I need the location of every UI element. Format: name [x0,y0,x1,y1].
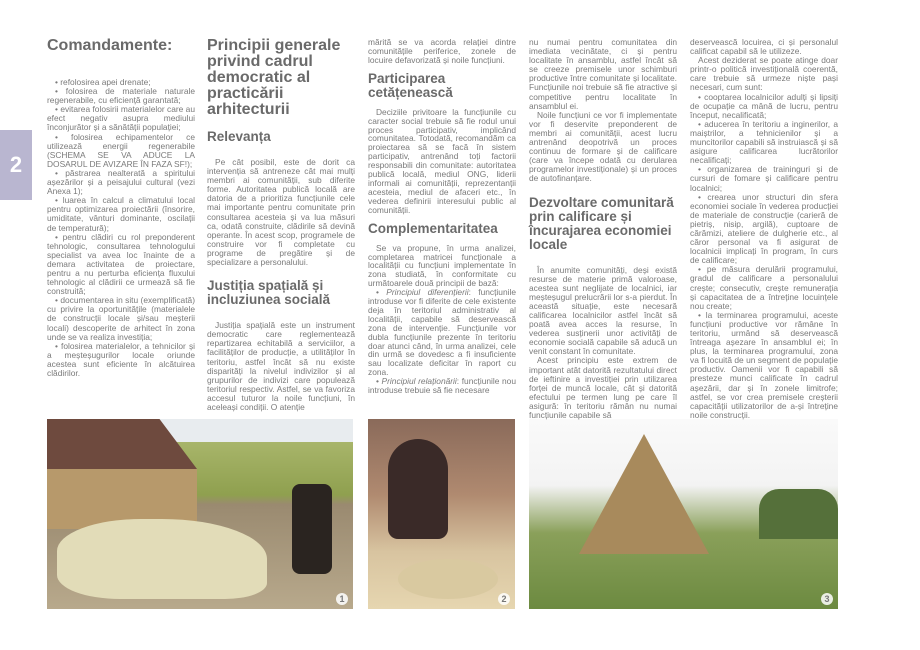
paragraph: Acest principiu este extrem de important atât datorită rezultatului direct de ieftinire a investiției prin utilizarea forței de muncă locale, cât și datorită efectului pe termen lung pe care îl asigură: în teritoriu rămân nu numai funcțiunile capabile să [529,355,677,420]
paragraph: deservească locuirea, ci și personalul calificat capabil să le utilizeze. [690,37,838,57]
list-item: • cooptarea localnicilor adulți și lipsiți de ocupație ca mână de lucru, pentru început, necalificată; [690,93,838,120]
page-number-tab [0,130,32,200]
paragraph: Pe cât posibil, este de dorit ca intervenția să antreneze cât mai mulți membri ai comunității, sub diferite forme. Autoritatea publică locală are datoria de a prioritiza funcțiunile cele mai importante pentru comunitate prin consultarea acesteia și va lua măsuri ca, odată construite, clădirile să devină operante. În acest scop, programele de construire vor fi completate cu programe de pregătire și de specializare a personalului. [207,157,355,268]
list-item-label: Principiul relaționării [381,376,457,387]
barn-roof [47,419,197,469]
list-item: • evitarea folosirii materialelor care au efect negativ asupra mediului înconjurător și a sănătății populației; [47,105,195,132]
list-item-text: : funcțiunile introduse vor fi diferite de cele existente deja în teritoriul administrativ al localității, capabile să deservească zona de intervenție. Funcțiunile vor dubla funcțiunile prezente în teritoriu doar atunci când, în urma analizei, cele din urmă se dovedesc a fi insuficiente sau localizate deficitar în raport cu zona. [368,287,516,378]
photo-badge: 1 [336,593,348,605]
list-item: • refolosirea apei drenate; [47,78,195,87]
paragraph: În anumite comunități, deși există resurse de materie primă valoroase, acestea sunt neglijate de localnici, iar meșteșugul prelucrării lor s-a pierdut. În această situație, este necesară calificarea localnicilor astfel încât să poată avea acces la resurse, în vederea susținerii unor activități de economie socială capabile să aducă un venit constant în comunitate. [529,264,677,357]
list-item: • folosirea echipamentelor ce utilizează energii regenerabile (SCHEMA SE VA ADUCE LA DOSARUL DE AVIZARE ÎN FAZA SF!); [47,133,195,169]
column-5 [690,38,838,420]
list-item-label: Principiul diferențierii [386,287,469,298]
heading-dezvoltare: Dezvoltare comunitară prin calificare și încurajarea economiei locale [529,194,674,252]
sand [398,559,498,599]
list-item: • folosirea de materiale naturale regenerabile, cu eficiență garantată; [47,87,195,105]
photo-badge: 2 [498,593,510,605]
list-item: • folosirea materialelor, a tehnicilor și a meșteșugurilor locale oriunde acestea sunt eficiente în alcătuirea clădirilor. [47,342,195,378]
list-item: • luarea în calcul a climatului local pentru optimizarea proiectării (însorire, umiditate, vânturi dominante, oscilații de temperatură); [47,196,195,232]
photo-children-sieving [368,419,515,609]
heading-comandamente: Comandamente: [47,37,173,54]
list-item [368,288,516,377]
heading-principii: Principii generale privind cadrul democratic al practicării arhitecturii [207,37,341,118]
horse [292,484,332,574]
list-item: • documentarea in situ (exemplificată) cu privire la oportunitățile (materialele de construcții locale și/sau meșterii locali) descoperite de arhitect în zona unde se va realiza investiția; [47,296,195,341]
column-3 [368,38,516,395]
thatched-roof [579,434,709,554]
heading-relevanta: Relevanța [207,129,271,144]
paragraph: Justiția spațială este un instrument democratic care reglementează repartizarea echitabilă a serviciilor, a facilităților de producție, a utilităților în teritoriu, astfel încât să nu existe disparități la nivelul indivizilor și al grupurilor de indivizi care populează teritoriul respectiv. Astfel, se va favoriza accesul tuturor la noile funcțiuni, în aceleași condiții. O atenție [207,320,355,412]
heading-justitia: Justiția spațială și incluziunea socială [207,278,331,308]
tarp [57,519,267,599]
list-item: • pentru clădiri cu rol preponderent tehnologic, consultarea tehnologului specialist va avea loc înainte de a demara activitatea de proiectare, pentru a nu perturba eficiența fluxului tehnologic al clădirii ce urmează să fie construită; [47,233,195,297]
list-item: • crearea unor structuri din sfera economiei sociale în vederea producției de materiale de construcție (carieră de pietriș, nisip, argilă), cuptoare de cărămizi, ateliere de dulgherie etc., al căror personal va fi asigurat de localnicii implicați în program, în curs de calificare; [690,193,838,266]
column-2 [207,38,355,412]
list-item: • organizarea de traininguri și de cursuri de fomare și calificare pentru localnici; [690,165,838,192]
list-item: • la terminarea programului, aceste funcțiuni productive vor rămâne în teritoriu, urmând să deservească întreaga așezare în ansamblul ei; în plus, la terminarea programului, zona va fi locuită de un segment de populație productiv. Oamenii vor fi capabili să presteze munci calificate în cadrul așezării, dar și în zonele limitrofe; astfel, se vor crea premisele creșterii capacității utilizatorilor de a-și întreține noile construcții. [690,311,838,420]
list-item-text: : funcțiunile nou introduse trebuie să fie necesare [368,376,517,396]
person [388,439,448,539]
paragraph: Noile funcțiuni ce vor fi implementate vor fi deservite preponderent de membri ai comunității, acest lucru antrenând deopotrivă un proces continuu de formare și de calificare (care va începe odată cu derularea programelor investiționale) și un proces de autofinanțare. [529,109,677,184]
list-item: • pe măsura derulării programului, gradul de calificare a personalului crește; consecutiv, crește remunerația și capacitatea de a întreține locuințele nou create; [690,265,838,310]
column-1 [47,38,195,378]
trees [759,489,838,539]
paragraph: nu numai pentru comunitatea din imediata vecinătate, ci și pentru localitate în ansamblu, astfel încât să se creeze premisele unor schimburi productive între comunitate și localitate. Funcțiunile noi trebuie să fie atractive și competitive pentru localitate în ansamblul ei. [529,37,677,111]
list-item: • păstrarea nealterată a spiritului așezărilor și a peisajului cultural (vezi Anexa 1); [47,169,195,196]
list-item [368,377,516,395]
photo-badge: 3 [821,593,833,605]
paragraph: mărită se va acorda relației dintre comunitățile periferice, zonele de locuire defavorizată și noile funcțiuni. [368,37,516,65]
paragraph: Se va propune, în urma analizei, completarea matricei funcționale a localității cu funcțiuni implementate în zona studiată, în conformitate cu următoarele două principii de bază: [368,242,516,289]
heading-complementaritatea: Complementaritatea [368,220,498,236]
paragraph: Acest deziderat se poate atinge doar printr-o politică investițională coerentă, care trebuie să urmeze niște pași necesari, cum sunt: [690,55,838,93]
list-item: • aducerea în teritoriu a inginerilor, a maiștrilor, a tehnicienilor și a muncitorilor capabili să instruiască și să asigure calificarea lucrătorilor necalificați; [690,120,838,165]
heading-participarea: Participarea cetățenească [368,70,453,100]
photo-thatched-roof [529,419,838,609]
photo-horse-mill [47,419,353,609]
column-4 [529,38,677,420]
paragraph: Deciziile privitoare la funcțiunile cu caracter social trebuie să fie rodul unui proces participativ, implicând comunitatea. Totodată, recomandăm ca proiectarea să se facă în sistem participativ, antrenând toți factorii responsabili din comunitate: autoritatea publică locală, mediul ONG, liderii informali ai comunității, reprezentanții acesteia, mediul de afaceri etc., în vederea definirii interesului public al comunității. [368,106,516,215]
page-number: 2 [9,152,23,177]
